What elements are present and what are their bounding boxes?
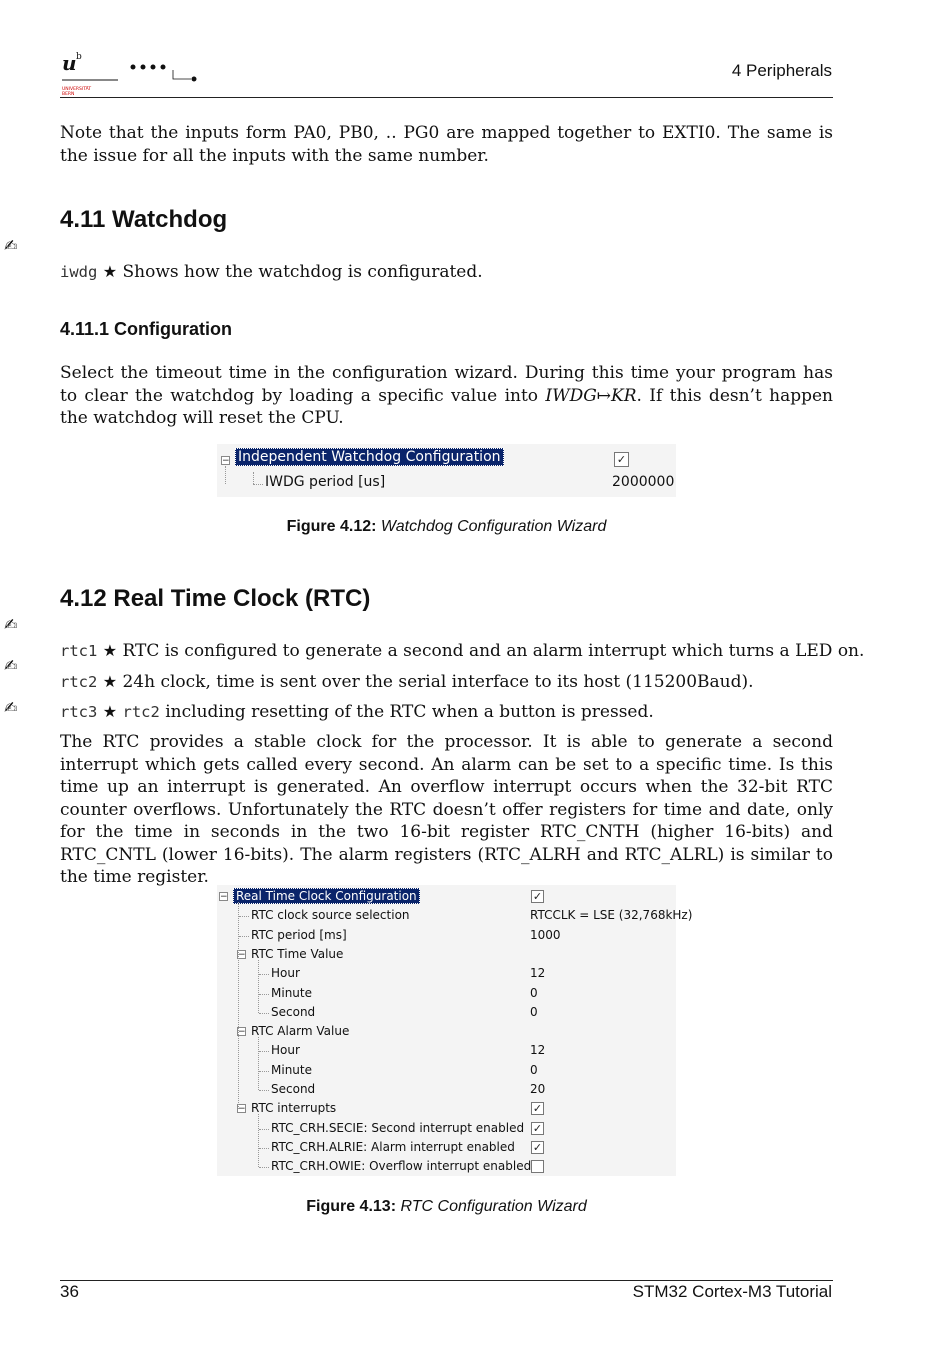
star-icon: ★ bbox=[102, 702, 118, 721]
star-icon: ★ bbox=[102, 262, 118, 281]
tree-line bbox=[259, 1071, 269, 1072]
svg-text:b: b bbox=[76, 52, 82, 62]
tree-row[interactable] bbox=[217, 1080, 676, 1099]
section-heading-rtc: 4.12 Real Time Clock (RTC) bbox=[60, 585, 371, 612]
tree-row-checkbox[interactable] bbox=[531, 1160, 544, 1173]
tree-row[interactable] bbox=[217, 1022, 676, 1041]
tree-line bbox=[259, 1148, 269, 1149]
tree-row-value[interactable]: 0 bbox=[530, 1062, 538, 1077]
tree-row-checkbox[interactable]: ✓ bbox=[532, 1140, 543, 1154]
example-code: rtc3 bbox=[60, 703, 98, 721]
tree-line bbox=[253, 484, 263, 485]
figure-number: Figure 4.12: bbox=[286, 518, 377, 535]
collapse-icon[interactable]: − bbox=[220, 892, 228, 902]
collapse-icon[interactable]: − bbox=[238, 949, 246, 960]
tree-row-label: Hour bbox=[271, 1043, 300, 1058]
wizard-row-label: IWDG period [us] bbox=[265, 474, 386, 490]
figure-number: Figure 4.13: bbox=[306, 1198, 397, 1215]
tree-row-checkbox[interactable]: ✓ bbox=[532, 1121, 543, 1135]
figure-text: Watchdog Configuration Wizard bbox=[380, 518, 607, 535]
register-name: IWDG↦KR bbox=[545, 385, 637, 406]
tree-line bbox=[259, 974, 269, 975]
tree-row-label: RTC Alarm Value bbox=[251, 1024, 350, 1039]
tree-row-label: RTC clock source selection bbox=[251, 908, 410, 923]
example-text: including resetting of the RTC when a button is pressed. bbox=[165, 702, 654, 722]
tree-row-value[interactable]: 0 bbox=[530, 985, 538, 1000]
star-icon: ★ bbox=[102, 641, 118, 660]
example-code: iwdg bbox=[60, 263, 98, 281]
tree-row-value[interactable]: 20 bbox=[530, 1082, 546, 1096]
tree-row-label: RTC Time Value bbox=[251, 946, 344, 961]
example-text: Shows how the watchdog is configurated. bbox=[122, 262, 483, 282]
body-text: Select the timeout time in the configuration wizard. During this time your program has to clear the watchdog by loading a specific value into bbox=[60, 363, 833, 406]
tree-row-label: Real Time Clock Configuration bbox=[233, 887, 420, 906]
tree-row[interactable] bbox=[217, 1041, 676, 1060]
watchdog-body bbox=[60, 362, 833, 430]
tree-line bbox=[225, 466, 226, 484]
rtc-body: The RTC provides a stable clock for the processor. It is able to generate a second interrupt which gets called every second. An alarm can be set to a specific time. Is this time up an interrupt is generated. An overflow interrupt occurs when the 32-bit RTC counter overflows. Unfortunately the RTC doesn’t offer registers for time and date, only for the time in seconds in the two 16-bit register RTC_CNTH (higher 16-bits) and RTC_CNTL (lower 16-bits). The alarm registers (RTC_ALRH and RTC_ALRL) is similar to the time register. bbox=[60, 732, 833, 887]
tree-line bbox=[238, 902, 239, 1109]
writing-hand-icon: ✍ bbox=[4, 236, 18, 255]
example-code: rtc1 bbox=[60, 642, 98, 660]
wizard-root-checkbox[interactable]: ✓ bbox=[614, 452, 629, 467]
intro-note: Note that the inputs form PA0, PB0, .. PG0 are mapped together to EXTI0. The same is the issue for all the inputs with the same number. bbox=[60, 123, 833, 166]
figure-caption-4-13 bbox=[0, 1198, 893, 1216]
collapse-icon[interactable]: − bbox=[238, 1104, 246, 1115]
collapse-icon[interactable]: − bbox=[238, 1027, 246, 1038]
svg-text:UNIVERSITÄT: UNIVERSITÄT bbox=[62, 87, 92, 92]
tree-row[interactable] bbox=[217, 926, 676, 945]
writing-hand-icon: ✍ bbox=[4, 698, 18, 717]
running-header: 4 Peripherals bbox=[731, 61, 832, 80]
tree-row-label: Minute bbox=[271, 1062, 312, 1077]
tree-line bbox=[259, 1051, 269, 1052]
watchdog-config-wizard bbox=[217, 444, 676, 497]
tree-row-label: Second bbox=[271, 1004, 316, 1019]
collapse-icon[interactable]: − bbox=[222, 456, 230, 466]
tree-row-value[interactable]: RTCCLK = LSE (32,768kHz) bbox=[530, 908, 693, 923]
tree-line bbox=[239, 916, 249, 917]
writing-hand-icon: ✍ bbox=[4, 615, 18, 634]
section-heading-watchdog: 4.11 Watchdog bbox=[60, 206, 228, 233]
wizard-root-label[interactable]: Independent Watchdog Configuration bbox=[235, 449, 504, 465]
footer-rule bbox=[60, 1280, 833, 1281]
tree-row-value[interactable]: 12 bbox=[530, 1043, 546, 1058]
page-number: 36 bbox=[60, 1282, 79, 1301]
running-footer-title: STM32 Cortex-M3 Tutorial bbox=[632, 1282, 832, 1301]
rtc-config-wizard bbox=[217, 885, 693, 1176]
svg-text:u: u bbox=[62, 51, 77, 75]
tree-row-value[interactable]: 0 bbox=[530, 1004, 538, 1019]
tree-row[interactable] bbox=[217, 1157, 676, 1176]
tree-line bbox=[259, 994, 269, 995]
tree-row-value[interactable]: 12 bbox=[530, 966, 546, 981]
tree-row[interactable] bbox=[217, 1003, 676, 1022]
star-icon: ★ bbox=[102, 672, 118, 691]
example-rtc2 bbox=[60, 671, 754, 693]
university-logo bbox=[60, 48, 210, 98]
tree-line bbox=[258, 960, 259, 1013]
tree-line bbox=[239, 936, 249, 937]
tree-line bbox=[259, 1129, 269, 1130]
tree-row-checkbox[interactable]: ✓ bbox=[532, 890, 543, 903]
tree-row-label: Hour bbox=[271, 966, 300, 981]
tree-row[interactable] bbox=[217, 1138, 676, 1157]
tree-row-label: RTC interrupts bbox=[251, 1101, 337, 1116]
figure-text: RTC Configuration Wizard bbox=[400, 1198, 587, 1215]
body-text: . If this desn’t happen the watchdog will reset the CPU. bbox=[60, 385, 833, 428]
tree-row-label: RTC period [ms] bbox=[251, 927, 347, 942]
example-text: RTC is configured to generate a second and an alarm interrupt which turns a LED on. bbox=[122, 641, 865, 661]
writing-hand-icon: ✍ bbox=[4, 656, 18, 675]
tree-row-label: RTC_CRH.ALRIE: Alarm interrupt enabled bbox=[271, 1139, 515, 1154]
tree-row[interactable] bbox=[217, 964, 676, 983]
tree-row[interactable] bbox=[217, 906, 693, 925]
tree-row-value[interactable]: 1000 bbox=[530, 927, 561, 942]
wizard-row-value[interactable]: 2000000 bbox=[612, 474, 675, 490]
tree-row-label: RTC_CRH.SECIE: Second interrupt enabled bbox=[271, 1120, 525, 1135]
tree-line bbox=[258, 1114, 259, 1167]
tree-line bbox=[253, 472, 254, 484]
example-code-ref: rtc2 bbox=[122, 703, 160, 721]
tree-row[interactable] bbox=[217, 1099, 676, 1118]
figure-caption-4-12 bbox=[0, 518, 893, 536]
tree-row-label: Minute bbox=[271, 985, 312, 1000]
header-rule bbox=[60, 97, 833, 98]
tree-line bbox=[259, 1013, 269, 1014]
tree-row[interactable] bbox=[217, 945, 676, 964]
tree-row-checkbox[interactable]: ✓ bbox=[532, 1102, 543, 1116]
subsection-heading-configuration: 4.11.1 Configuration bbox=[60, 319, 233, 339]
example-text: 24h clock, time is sent over the serial interface to its host (115200Baud). bbox=[122, 672, 754, 692]
tree-row[interactable] bbox=[217, 1119, 676, 1138]
example-rtc1 bbox=[60, 640, 864, 662]
tree-line bbox=[259, 1090, 269, 1091]
tree-line bbox=[258, 1037, 259, 1090]
tree-row[interactable] bbox=[217, 984, 676, 1003]
tree-row[interactable] bbox=[217, 1061, 676, 1080]
example-rtc3 bbox=[60, 701, 654, 723]
tree-row-label: RTC_CRH.OWIE: Overflow interrupt enabled bbox=[271, 1159, 532, 1174]
example-code: rtc2 bbox=[60, 673, 98, 691]
svg-text:BERN: BERN bbox=[62, 92, 75, 97]
example-iwdg bbox=[60, 261, 483, 283]
tree-row[interactable] bbox=[217, 887, 676, 906]
tree-row-label: Second bbox=[271, 1082, 316, 1096]
tree-line bbox=[259, 1167, 269, 1168]
